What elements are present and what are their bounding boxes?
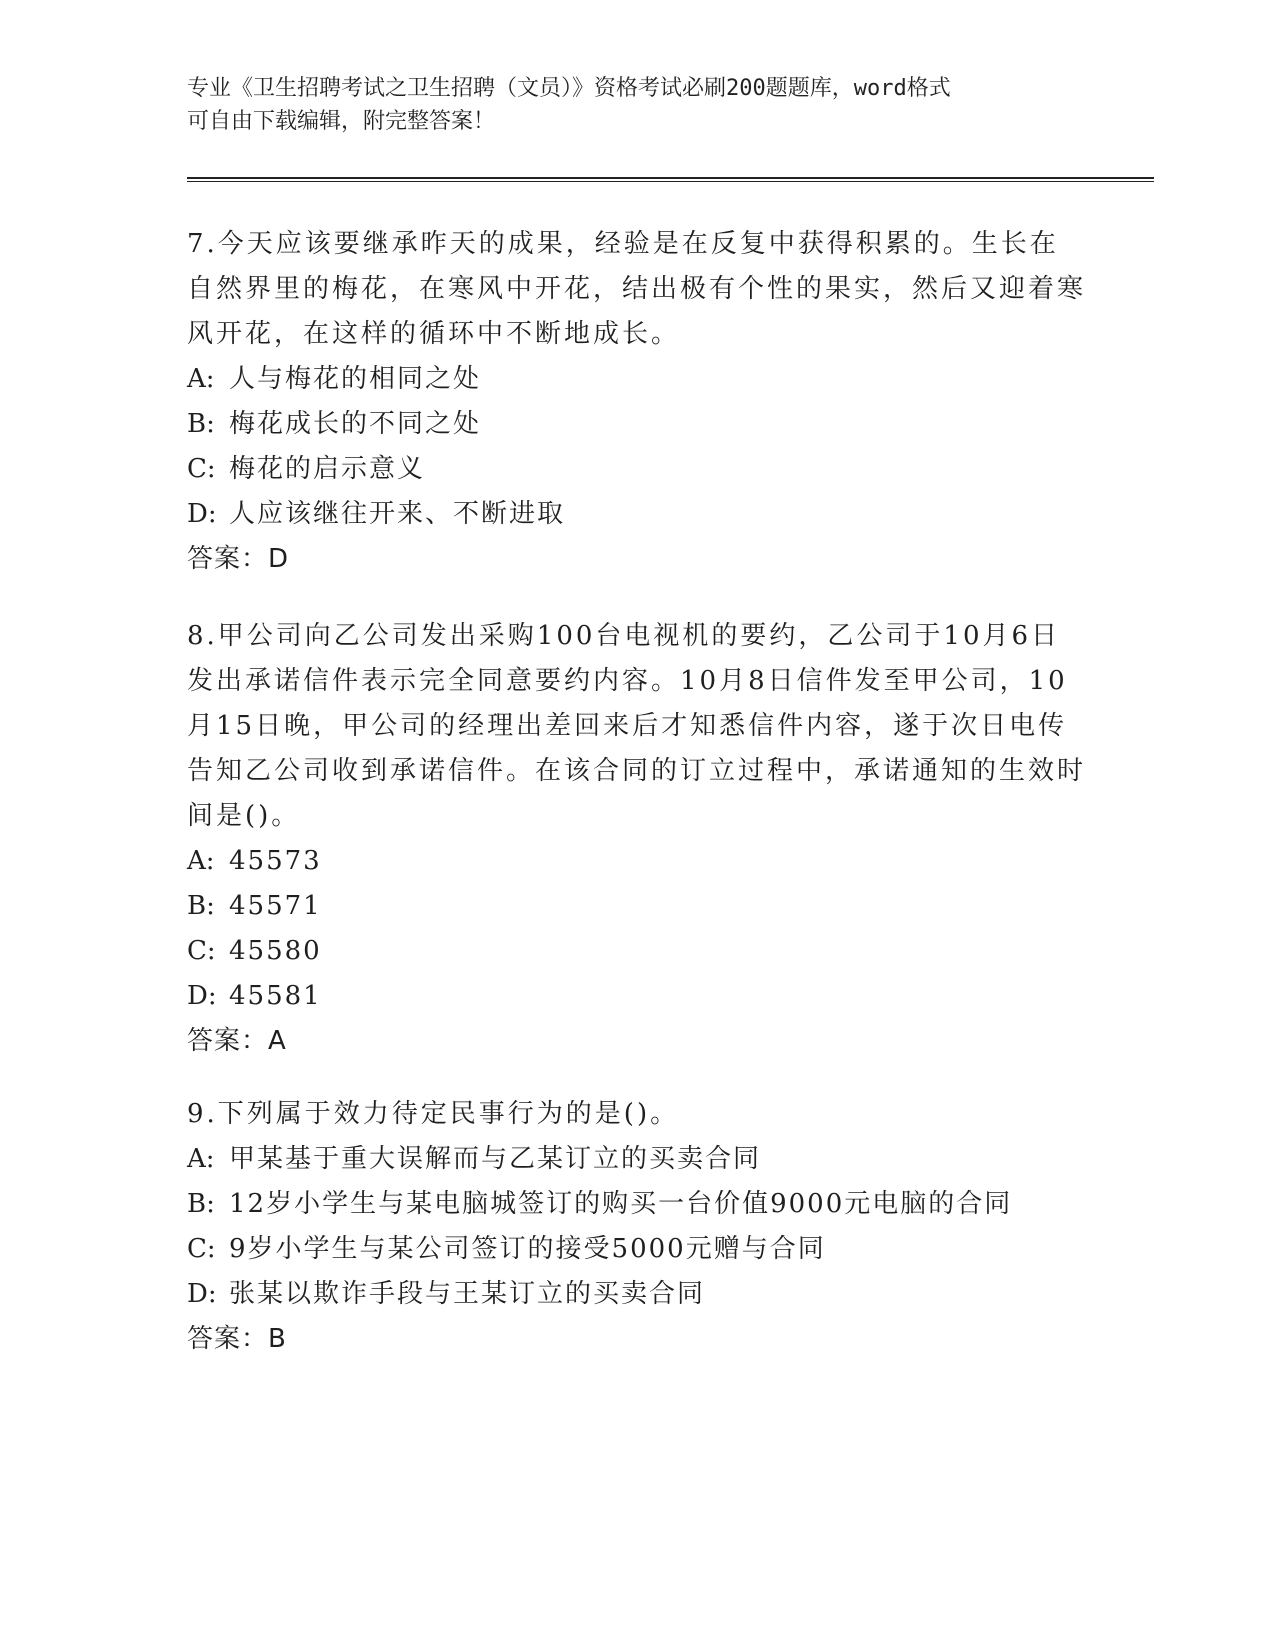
option-key: D: (187, 499, 217, 529)
option-key: A: (187, 1144, 215, 1174)
option-key: B: (187, 1189, 215, 1219)
option-c (187, 1227, 1087, 1272)
option-text: 12岁小学生与某电脑城签订的购买一台价值9000元电脑的合同 (229, 1189, 1013, 1219)
question-9 (187, 1092, 1087, 1362)
option-b (187, 884, 1087, 929)
option-b (187, 402, 1087, 447)
option-text: 人与梅花的相同之处 (229, 364, 482, 394)
option-key: D: (187, 981, 217, 1011)
option-key: B: (187, 891, 215, 921)
option-key: C: (187, 936, 216, 966)
option-text: 人应该继往开来、不断进取 (229, 499, 566, 529)
option-key: A: (187, 846, 215, 876)
option-text: 甲某基于重大误解而与乙某订立的买卖合同 (229, 1144, 762, 1174)
option-d (187, 1272, 1087, 1317)
option-text: 张某以欺诈手段与王某订立的买卖合同 (229, 1279, 706, 1309)
question-stem: 9.下列属于效力待定民事行为的是()。 (187, 1099, 680, 1129)
option-a (187, 1137, 1087, 1182)
option-key: D: (187, 1279, 217, 1309)
option-text: 45581 (229, 981, 322, 1011)
option-b (187, 1182, 1087, 1227)
answer: 答案：B (187, 1324, 287, 1354)
document-header (187, 72, 1087, 138)
question-8 (187, 614, 1087, 1064)
option-text: 梅花成长的不同之处 (229, 409, 482, 439)
option-c (187, 447, 1087, 492)
option-text: 45573 (229, 846, 322, 876)
option-text: 45571 (229, 891, 322, 921)
option-key: A: (187, 364, 215, 394)
option-key: C: (187, 1234, 216, 1264)
answer: 答案：D (187, 544, 290, 574)
question-stem: 7.今天应该要继承昨天的成果，经验是在反复中获得积累的。生长在自然界里的梅花，在寒风中开花，结出极有个性的果实，然后又迎着寒风开花，在这样的循环中不断地成长。 (187, 229, 1087, 349)
question-stem: 8.甲公司向乙公司发出采购100台电视机的要约，乙公司于10月6日发出承诺信件表示完全同意要约内容。10月8日信件发至甲公司，10月15日晚，甲公司的经理出差回来后才知悉信件内容，遂于次日电传告知乙公司收到承诺信件。在该合同的订立过程中，承诺通知的生效时间是()。 (187, 621, 1087, 831)
option-d (187, 974, 1087, 1019)
question-7 (187, 222, 1087, 582)
option-text: 45580 (229, 936, 322, 966)
option-text: 9岁小学生与某公司签订的接受5000元赠与合同 (229, 1234, 826, 1264)
option-text: 梅花的启示意义 (229, 454, 426, 484)
option-a (187, 839, 1087, 884)
option-d (187, 492, 1087, 537)
answer: 答案：A (187, 1026, 287, 1056)
header-line-2: 可自由下载编辑，附完整答案！ (187, 109, 496, 134)
header-line-1: 专业《卫生招聘考试之卫生招聘（文员）》资格考试必刷200题题库，word格式 (187, 76, 951, 101)
option-a (187, 357, 1087, 402)
option-key: C: (187, 454, 216, 484)
option-c (187, 929, 1087, 974)
header-divider (187, 177, 1154, 182)
option-key: B: (187, 409, 215, 439)
